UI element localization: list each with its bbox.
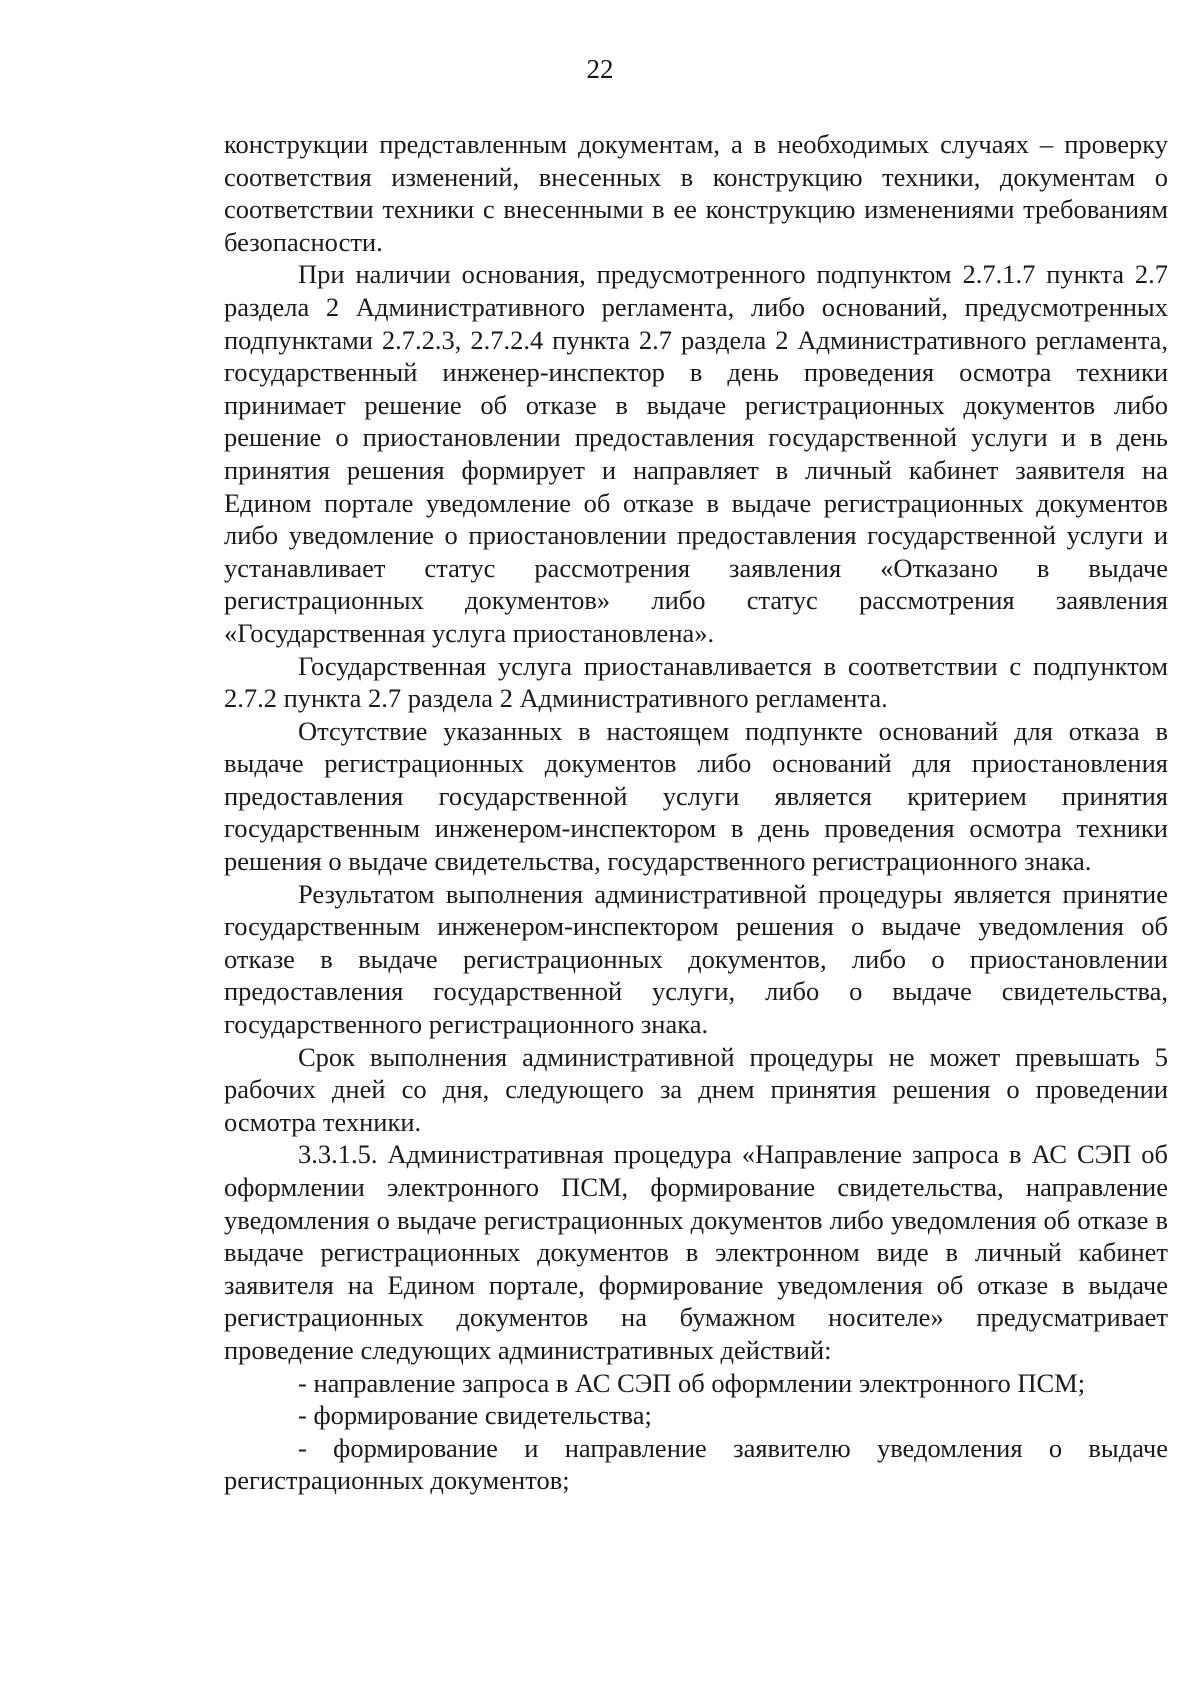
paragraph: Срок выполнения административной процедуры не может превышать 5 рабочих дней со дня, следующего за днем принятия решения о проведении осмотра техники. <box>224 1041 1168 1137</box>
document-body <box>224 128 1168 1497</box>
list-item: - формирование свидетельства; <box>298 1400 652 1431</box>
paragraph: При наличии основания, предусмотренного подпунктом 2.7.1.7 пункта 2.7 раздела 2 Административного регламента, либо оснований, предусмотренных подпунктами 2.7.2.3, 2.7.2.4 пункта 2.7 раздела 2 Административного регламента, государственный инженер-инспектор в день проведения осмотра техники принимает решение об отказе в выдаче регистрационных документов либо решение о приостановлении предоставления государственной услуги и в день принятия решения формирует и направляет в личный кабинет заявителя на Едином портале уведомление об отказе в выдаче регистрационных документов либо уведомление о приостановлении предоставления государственной услуги и устанавливает статус рассмотрения заявления «Отказано в выдаче регистрационных документов» либо статус рассмотрения заявления «Государственная услуга приостановлена». <box>224 259 1168 648</box>
paragraph: 3.3.1.5. Административная процедура «Направление запроса в АС СЭП об оформлении электронного ПСМ, формирование свидетельства, направление уведомления о выдаче регистрационных документов либо уведомления об отказе в выдаче регистрационных документов в электронном виде в личный кабинет заявителя на Едином портале, формирование уведомления об отказе в выдаче регистрационных документов на бумажном носителе» предусматривает проведение следующих административных действий: <box>224 1139 1168 1365</box>
paragraph: Отсутствие указанных в настоящем подпункте оснований для отказа в выдаче регистрационных документов либо оснований для приостановления предоставления государственной услуги является критерием принятия государственным инженером-инспектором в день проведения осмотра техники решения о выдаче свидетельства, государственного регистрационного знака. <box>224 715 1168 877</box>
page-number: 22 <box>586 54 614 84</box>
list-item: - формирование и направление заявителю уведомления о выдаче регистрационных документов; <box>224 1432 1168 1496</box>
paragraph: Государственная услуга приостанавливается в соответствии с подпунктом 2.7.2 пункта 2.7 раздела 2 Административного регламента. <box>224 650 1168 714</box>
list-item: - направление запроса в АС СЭП об оформлении электронного ПСМ; <box>298 1367 1086 1398</box>
paragraph: Результатом выполнения административной процедуры является принятие государственным инженером-инспектором решения о выдаче уведомления об отказе в выдаче регистрационных документов, либо о приостановлении предоставления государственной услуги, либо о выдаче свидетельства, государственного регистрационного знака. <box>224 878 1168 1040</box>
paragraph: конструкции представленным документам, а в необходимых случаях – проверку соответствия изменений, внесенных в конструкцию техники, документам о соответствии техники с внесенными в ее конструкцию изменениями требованиям безопасности. <box>224 129 1168 257</box>
